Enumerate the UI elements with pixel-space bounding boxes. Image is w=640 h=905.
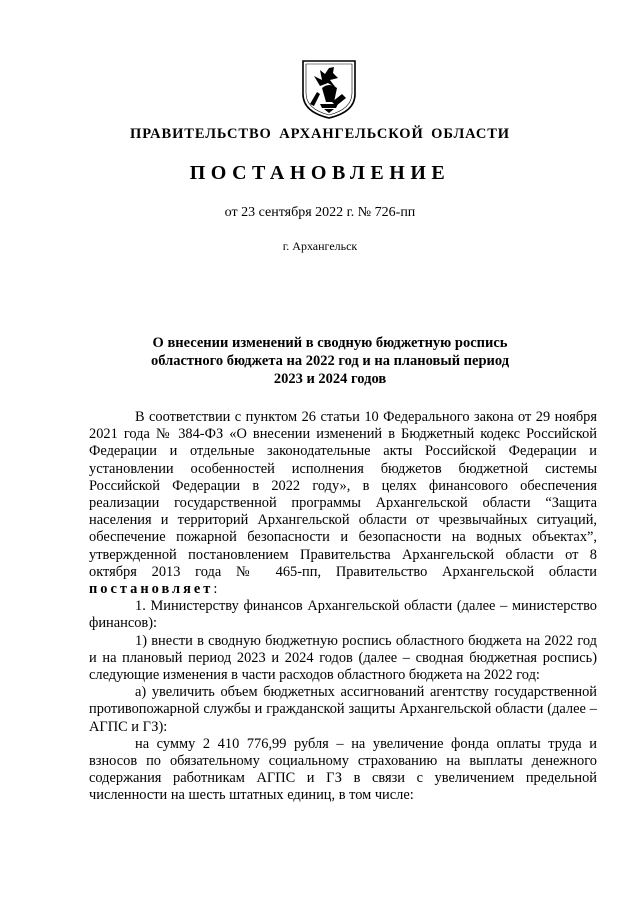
city-name: г. Архангельск bbox=[282, 239, 358, 253]
clause-1-paragraph: 1. Министерству финансов Архангельской области (далее – министерство финансов): bbox=[89, 598, 597, 632]
preamble-paragraph bbox=[89, 409, 597, 598]
document-type: ПОСТАНОВЛЕНИЕ bbox=[189, 162, 451, 184]
date-and-number: от 23 сентября 2022 г. № 726-пп bbox=[224, 205, 416, 220]
resolves-word: постановляет bbox=[89, 581, 214, 598]
preamble-text: В соответствии с пунктом 26 статьи 10 Федерального закона от 29 ноября 2021 года № 384-ФЗ «О внесении изменений в Бюджетный кодекс Российской Федерации и отдельные законодательные акты Российской Федерации и установлении особенностей исполнения бюджетов бюджетной системы Российской Федерации в 2022 году», в целях финансового обеспечения реализации государственной программы Архангельской области “Защита населения и территорий Архангельской области от чрезвычайных ситуаций, обеспечение пожарной безопасности и безопасности на водных объектах”, утвержденной постановлением Правительства Архангельской области от 8 октября 2013 года № 465-пп, Правительство Архангельской области bbox=[89, 409, 597, 580]
organization-name: ПРАВИТЕЛЬСТВО АРХАНГЕЛЬСКОЙ ОБЛАСТИ bbox=[130, 126, 510, 142]
title-line: О внесении изменений в сводную бюджетную роспись bbox=[152, 335, 508, 351]
title-line: 2023 и 2024 годов bbox=[273, 371, 387, 387]
document-title bbox=[140, 334, 520, 388]
subclause-a-paragraph: а) увеличить объем бюджетных ассигнований агентству государственной противопожарной службы и гражданской защиты Архангельской области (далее – АГПС и ГЗ): bbox=[89, 684, 597, 735]
document-body bbox=[89, 409, 597, 805]
title-line: областного бюджета на 2022 год и на плановый период bbox=[150, 353, 510, 369]
amount-paragraph: на сумму 2 410 776,99 рубля – на увеличение фонда оплаты труда и взносов по обязательному социальному страхованию на выплаты денежного содержания работникам АГПС и ГЗ в связи с увеличением предельной численности на шесть штатных единиц, в том числе: bbox=[89, 735, 597, 804]
coat-of-arms-emblem bbox=[300, 58, 358, 120]
preamble-end: : bbox=[213, 581, 218, 598]
subclause-1-paragraph: 1) внести в сводную бюджетную роспись областного бюджета на 2022 год и на плановый период 2023 и 2024 годов (далее – сводная бюджетная роспись) следующие изменения в части расходов областного бюджета на 2022 год: bbox=[89, 632, 597, 684]
